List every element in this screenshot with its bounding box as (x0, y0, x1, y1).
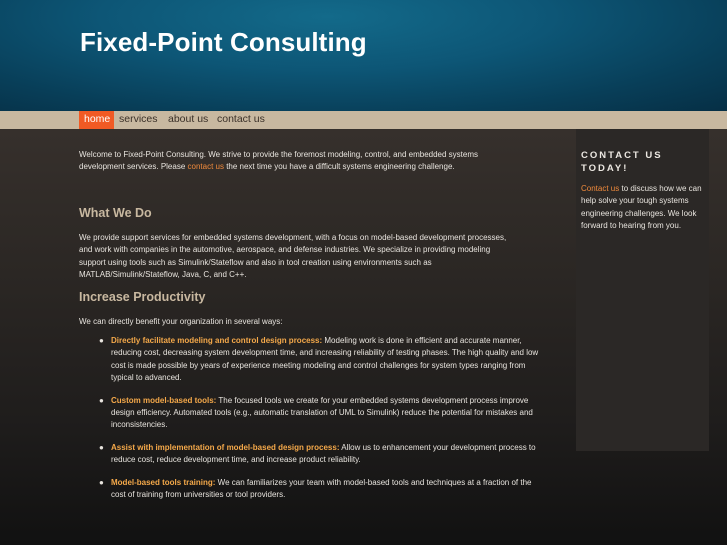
increase-productivity-heading: Increase Productivity (79, 290, 206, 304)
item-title: Directly facilitate modeling and control design process: (111, 336, 323, 345)
list-item (79, 442, 539, 467)
intro-paragraph (79, 149, 519, 174)
sidebar-title: CONTACT US TODAY! (581, 150, 663, 174)
content-area (0, 129, 727, 545)
list-item (79, 395, 539, 432)
nav-about-us[interactable]: about us (168, 113, 209, 125)
sidebar-body: to discuss how we can help solve your tough systems engineering challenges. We look forward to hearing from you. (581, 184, 702, 231)
intro-contact-link[interactable]: contact us (187, 162, 224, 172)
nav-services[interactable]: services (119, 113, 158, 125)
nav-bar (0, 111, 727, 129)
site-title: Fixed-Point Consulting (80, 27, 367, 57)
item-text: Allow us to enhancement your development process to reduce cost, reduce development time, and increase product reliability. (111, 442, 536, 465)
nav-contact-us[interactable]: contact us (217, 113, 265, 125)
bullet-icon: ● (99, 395, 104, 405)
bullet-icon: ● (99, 336, 104, 345)
item-text: The focused tools we create for your embedded systems development process improve design efficiency. Automated tools (e.g., automatic translation of UML to Simulink) reduce the potential for mistakes and inconsistencies. (111, 395, 533, 430)
benefits-list (79, 335, 539, 511)
productivity-intro: We can directly benefit your organization in several ways: (79, 317, 283, 326)
item-text: Modeling work is done in efficient and accurate manner, reducing cost, decreasing system development time, and increasing reliability of testing phases. The high quality and low cost is made possible by years of experience meeting modeling and control challenges for system types ranging from typical to advanced. (111, 336, 539, 383)
item-title: Custom model-based tools: (111, 395, 217, 405)
item-title: Model-based tools training: (111, 477, 216, 487)
site-header (0, 0, 727, 111)
bullet-icon: ● (99, 477, 104, 487)
sidebar (576, 129, 709, 451)
what-we-do-paragraph: We provide support services for embedded systems development, with a focus on model-based development processes, and work with companies in the automotive, aerospace, and defense industries. We specialize in providing modeling support using tools such as Simulink/Stateflow and also in tool creation using environments such as MATLAB/Simulink/Stateflow, Java, C, and C++. (79, 233, 507, 280)
what-we-do-heading: What We Do (79, 206, 152, 220)
list-item (79, 335, 539, 385)
sidebar-contact-link[interactable]: Contact us (581, 184, 620, 193)
intro-text: Welcome to Fixed-Point Consulting. We strive to provide the foremost modeling, control, and embedded systems development services. Please (79, 150, 479, 172)
item-title: Assist with implementation of model-based design process: (111, 442, 340, 452)
bullet-icon: ● (99, 442, 104, 452)
sidebar-text (581, 183, 706, 233)
nav-home[interactable]: home (79, 111, 114, 129)
list-item (79, 477, 539, 502)
intro-text-end: the next time you have a difficult systems engineering challenge. (223, 162, 455, 172)
item-text: We can familiarizes your team with model-based tools and techniques at a fraction of the cost of training from universities or tool providers. (111, 477, 532, 500)
